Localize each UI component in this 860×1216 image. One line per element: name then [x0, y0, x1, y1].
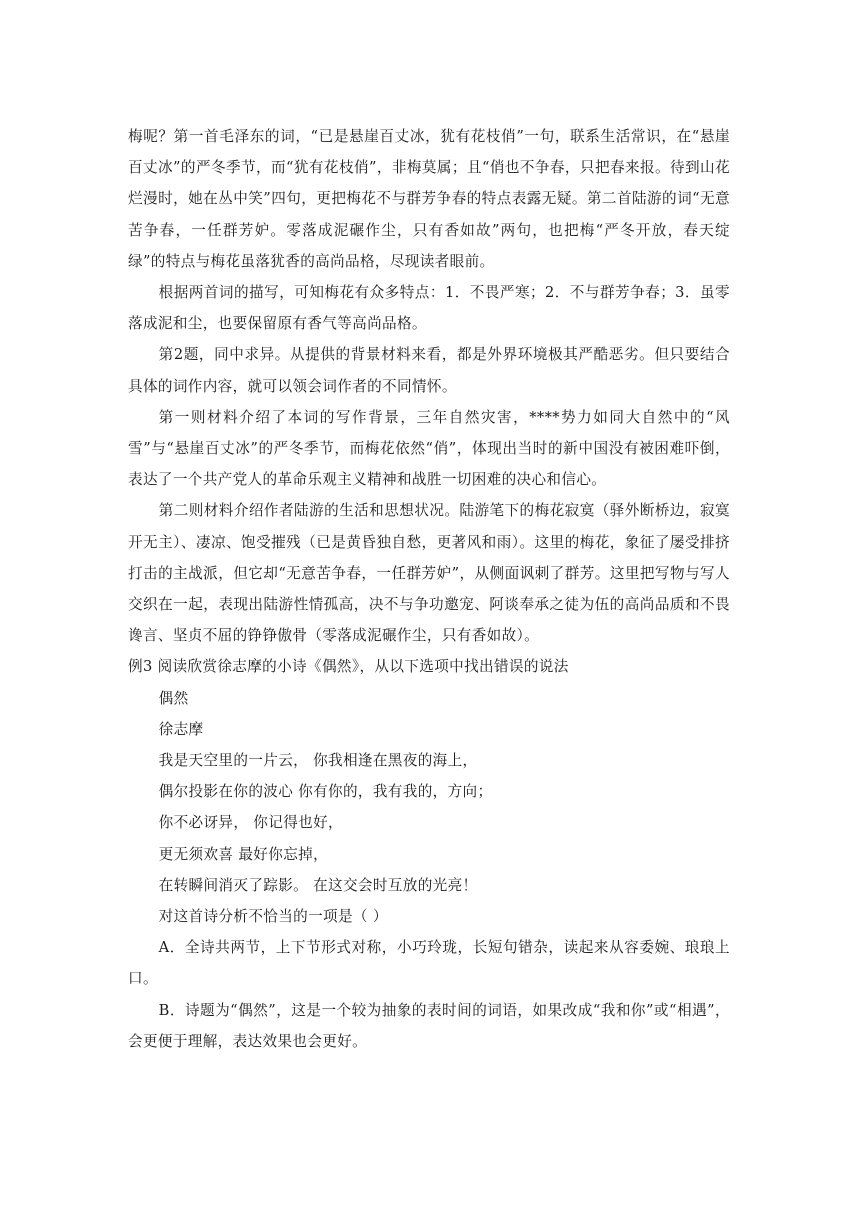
poem-line-2: 偶尔投影在你的波心 你有你的，我有我的，方向；: [158, 783, 493, 801]
option-b: B．诗题为“偶然”，这是一个较为抽象的表时间的词语，如果改成“我和你”或“相遇”，会更便于理解，表达效果也会更好。: [128, 1001, 730, 1050]
poem-line-3: 你不必讶异， 你记得也好，: [158, 814, 343, 832]
paragraph-meihua-features: 根据两首词的描写，可知梅花有众多特点：1．不畏严寒；2．不与群芳争春；3．虽零落成泥和尘，也要保留原有香气等高尚品格。: [128, 284, 730, 333]
poem-author: 徐志摩: [158, 720, 204, 738]
question-stem: 对这首诗分析不恰当的一项是（ ）: [158, 908, 388, 926]
paragraph-material-2: 第二则材料介绍作者陆游的生活和思想状况。陆游笔下的梅花寂寞（驿外断桥边，寂寞开无主）、凄凉、饱受摧残（已是黄昏独自愁，更著风和雨）。这里的梅花，象征了屡受排挤打击的主战派，但它却“无意苦争春，一任群芳妒”，从侧面讽刺了群芳。这里把写物与写人交织在一起，表现出陆游性情孤高，决不与争功邀宠、阿谈奉承之徒为伍的高尚品质和不畏谗言、坚贞不屈的铮铮傲骨（零落成泥碾作尘，只有香如故）。: [128, 502, 730, 645]
example-3-heading: 例3 阅读欣赏徐志摩的小诗《偶然》，从以下选项中找出错误的说法: [128, 658, 569, 676]
option-a: A．全诗共两节，上下节形式对称，小巧玲珑，长短句错杂，读起来从容委婉、琅琅上口。: [128, 939, 730, 988]
document-body: [128, 121, 730, 1057]
paragraph-question-2: 第2题，同中求异。从提供的背景材料来看，都是外界环境极其严酷恶劣。但只要结合具体的词作内容，就可以领会词作者的不同情怀。: [128, 346, 730, 395]
poem-line-1: 我是天空里的一片云， 你我相逢在黑夜的海上，: [158, 752, 478, 770]
poem-title: 偶然: [158, 689, 189, 707]
paragraph-material-1: 第一则材料介绍了本词的写作背景，三年自然灾害，****势力如同大自然中的“风雪”与“悬崖百丈冰”的严冬季节，而梅花依然“俏”，体现出当时的新中国没有被困难吓倒，表达了一个共产党人的革命乐观主义精神和战胜一切困难的决心和信心。: [128, 408, 730, 489]
poem-line-4: 更无须欢喜 最好你忘掉，: [158, 845, 329, 863]
paragraph-meihua-analysis: 梅呢？第一首毛泽东的词，“已是悬崖百丈冰，犹有花枝俏”一句，联系生活常识，在“悬崖百丈冰”的严冬季节，而“犹有花枝俏”，非梅莫属；且“俏也不争春，只把春来报。待到山花烂漫时，她在丛中笑”四句，更把梅花不与群芳争春的特点表露无疑。第二首陆游的词“无意苦争春，一任群芳妒。零落成泥碾作尘，只有香如故”两句，也把梅“严冬开放，春天绽绿”的特点与梅花虽落犹香的高尚品格，尽现读者眼前。: [128, 128, 730, 270]
poem-line-5: 在转瞬间消灭了踪影。 在这交会时互放的光亮！: [158, 876, 478, 894]
